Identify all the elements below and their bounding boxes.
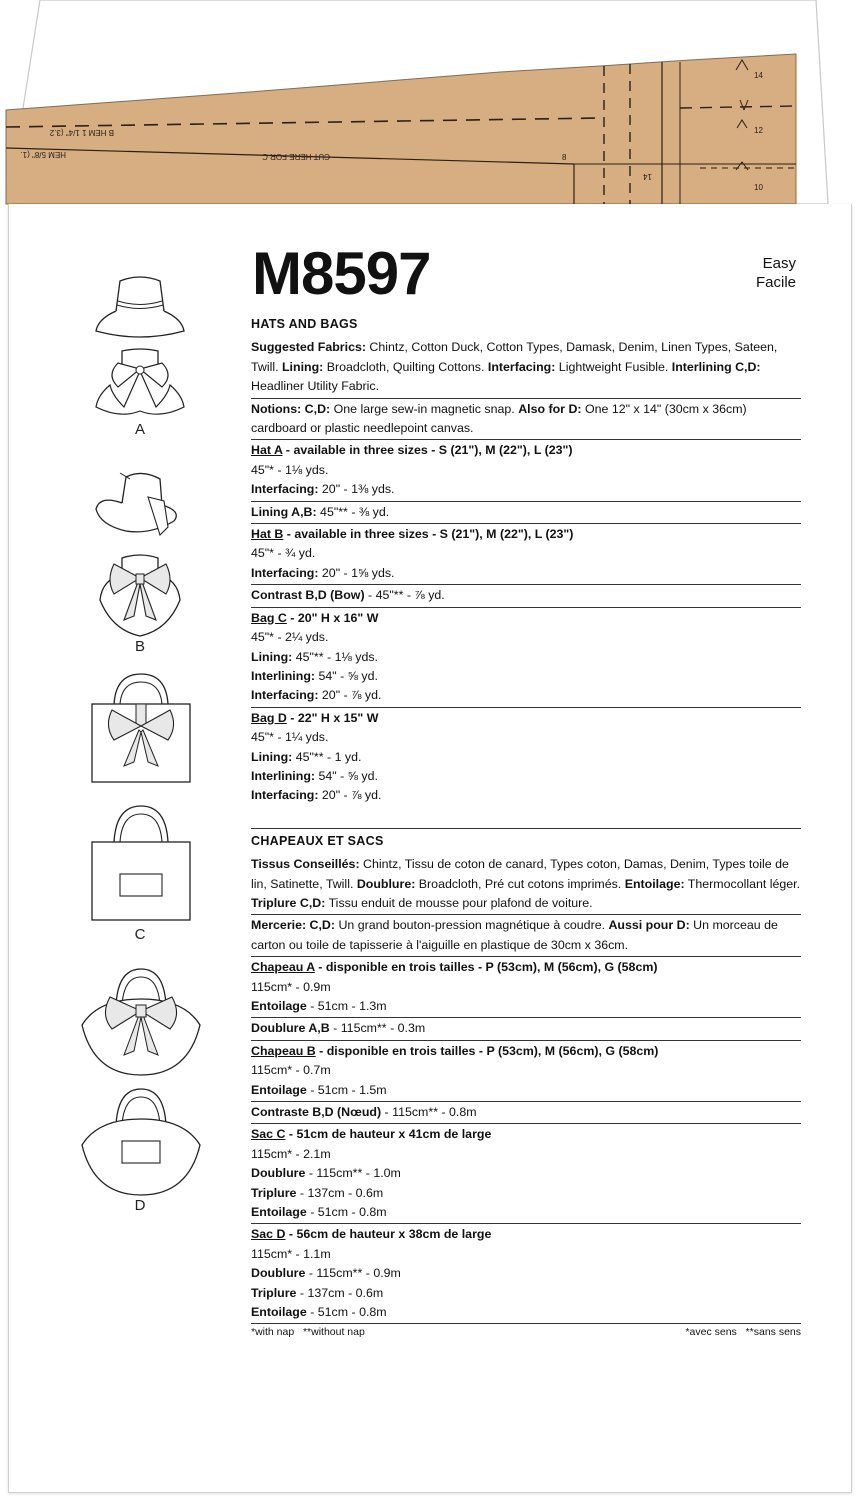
english-lining-ab xyxy=(251,502,801,524)
section-divider xyxy=(251,807,801,829)
english-suggested-fabrics xyxy=(251,337,801,398)
tissue-number-12: 12 xyxy=(754,126,763,135)
fr-hat-b-desc: - disponible en trois tailles - P (53cm), M (56cm), G (58cm) xyxy=(315,1043,659,1058)
fabrics-label: Suggested Fabrics: xyxy=(251,340,366,355)
french-hat-b xyxy=(251,1041,801,1102)
fr-bag-d-desc: - 56cm de hauteur x 38cm de large xyxy=(285,1227,492,1242)
view-d-bag-bow-illustration xyxy=(78,965,204,1080)
view-a-hat-back-illustration xyxy=(90,345,190,425)
tissue-number-14b: 14 xyxy=(754,71,763,80)
english-bag-c xyxy=(251,608,801,708)
difficulty-rating xyxy=(720,254,796,292)
english-bag-d xyxy=(251,708,801,807)
bag-d-interlining-text: 54" - ⅝ yd. xyxy=(315,768,378,783)
view-b-hat-bow-illustration xyxy=(92,550,188,640)
hat-a-interfacing-label: Interfacing: xyxy=(251,482,319,497)
notions-text: One large sew-in magnetic snap. xyxy=(330,401,519,416)
french-hat-a xyxy=(251,957,801,1018)
fr-interfacing-label: Entoilage: xyxy=(624,876,685,891)
fr-notions-text: Un grand bouton-pression magnétique à coudre. xyxy=(335,918,609,933)
fr-lining-text: Broadcloth, Pré cut cotons imprimés. xyxy=(415,876,625,891)
footnotes xyxy=(251,1323,801,1338)
bag-d-interfacing-label: Interfacing: xyxy=(251,788,319,803)
fr-bag-d-interfacing-label: Entoilage xyxy=(251,1305,307,1320)
bag-c-lining-label: Lining: xyxy=(251,649,293,664)
view-c-bag-bow-illustration xyxy=(86,670,196,785)
fr-bag-d-interlining-text: - 137cm - 0.6m xyxy=(296,1285,384,1300)
english-hat-a xyxy=(251,440,801,501)
fr-bag-d-lining-label: Doublure xyxy=(251,1266,306,1281)
lining-label: Lining: xyxy=(281,359,324,374)
fr-bag-c-interlining-label: Triplure xyxy=(251,1185,297,1200)
tissue-hem-small: HEM 5/8" (1. xyxy=(20,150,66,159)
fr-bag-c-interlining-text: - 137cm - 0.6m xyxy=(296,1185,384,1200)
footnote-english: *with nap **without nap xyxy=(251,1326,365,1338)
bag-d-name: Bag D xyxy=(251,710,287,725)
footnote-french: *avec sens **sans sens xyxy=(685,1326,801,1338)
view-c-label: C xyxy=(134,926,146,943)
view-c-bag-illustration xyxy=(86,800,196,925)
bag-d-interfacing-text: 20" - ⅞ yd. xyxy=(318,788,382,803)
fr-fabrics-text: Chintz, Tissu de coton de canard, Types coton, Damas, Denim, Types toile de lin, Satinette, Twill. xyxy=(251,857,789,891)
lining-ab-text: 45"** - ⅜ yd. xyxy=(316,504,390,519)
view-d-bag-illustration xyxy=(78,1085,204,1200)
hat-a-desc: - available in three sizes - S (21"), M (22"), L (23") xyxy=(282,443,573,458)
bag-c-interlining-label: Interlining: xyxy=(251,668,316,683)
english-section-title: HATS AND BAGS xyxy=(251,317,358,331)
english-notions xyxy=(251,399,801,441)
french-lining-ab xyxy=(251,1018,801,1040)
hat-b-name: Hat B xyxy=(251,527,284,542)
fr-bag-c-lining-label: Doublure xyxy=(251,1166,306,1181)
difficulty-french: Facile xyxy=(755,274,796,291)
fr-bag-c-fabric: 115cm* - 2.1m xyxy=(251,1146,331,1161)
hat-b-fabric: 45"* - ¾ yd. xyxy=(251,546,316,561)
french-notions xyxy=(251,915,801,957)
french-contrast xyxy=(251,1102,801,1124)
lining-ab-label: Lining A,B: xyxy=(251,504,317,519)
fr-bag-d-interlining-label: Triplure xyxy=(251,1285,297,1300)
fr-bag-d-lining-text: - 115cm** - 0.9m xyxy=(305,1266,401,1281)
notions-label: Notions: C,D: xyxy=(251,401,331,416)
french-suggested-fabrics xyxy=(251,854,801,915)
fr-notions-also-label: Aussi pour D: xyxy=(608,918,690,933)
fr-hat-a-name: Chapeau A xyxy=(251,960,315,975)
bag-c-name: Bag C xyxy=(251,610,287,625)
lining-text: Broadcloth, Quilting Cottons. xyxy=(323,359,488,374)
fr-notions-also-text: Un morceau de carton ou toile de tapisserie à l'aiguille en plastique de 30cm x 36cm. xyxy=(251,918,778,952)
fr-interlining-text: Tissu enduit de mousse pour plafond de voiture. xyxy=(325,895,593,910)
fr-bag-c-desc: - 51cm de hauteur x 41cm de large xyxy=(285,1127,492,1142)
fr-hat-b-interfacing-text: - 51cm - 1.5m xyxy=(306,1082,387,1097)
notions-also-label: Also for D: xyxy=(518,401,582,416)
fr-bag-c-lining-text: - 115cm** - 1.0m xyxy=(305,1166,401,1181)
tissue-number-10: 10 xyxy=(754,183,763,192)
contrast-text: - 45"** - ⅞ yd. xyxy=(364,588,445,603)
fr-bag-d-fabric: 115cm* - 1.1m xyxy=(251,1246,331,1261)
fr-interfacing-text: Thermocollant léger. xyxy=(684,876,801,891)
difficulty-english: Easy xyxy=(762,255,796,272)
hat-a-fabric: 45"* - 1⅛ yds. xyxy=(251,462,329,477)
fr-hat-b-name: Chapeau B xyxy=(251,1043,316,1058)
notions-also-text: One 12" x 14" (30cm x 36cm) cardboard or plastic needlepoint canvas. xyxy=(251,401,747,436)
fr-hat-a-fabric: 115cm* - 0.9m xyxy=(251,979,331,994)
fr-notions-label: Mercerie: C,D: xyxy=(251,918,336,933)
fr-lining-label: Doublure: xyxy=(356,876,416,891)
bag-c-lining-text: 45"** - 1⅛ yds. xyxy=(292,649,378,664)
view-d-label: D xyxy=(134,1197,146,1214)
fr-hat-a-interfacing-text: - 51cm - 1.3m xyxy=(306,999,387,1013)
fr-fabrics-label: Tissus Conseillés: xyxy=(251,857,360,872)
fr-contrast-text: - 115cm** - 0.8m xyxy=(381,1105,477,1120)
fr-lining-ab-label: Doublure A,B xyxy=(251,1021,330,1036)
fr-hat-a-interfacing-label: Entoilage xyxy=(251,999,307,1013)
bag-c-interfacing-text: 20" - ⅞ yd. xyxy=(318,688,382,703)
french-section-title: CHAPEAUX ET SACS xyxy=(251,833,384,848)
bag-d-lining-label: Lining: xyxy=(251,749,293,764)
fr-contrast-label: Contraste B,D (Nœud) xyxy=(251,1105,382,1120)
fr-hat-a-desc: - disponible en trois tailles - P (53cm), M (56cm), G (58cm) xyxy=(314,960,658,975)
fr-bag-d-name: Sac D xyxy=(251,1227,286,1242)
yardage-chart xyxy=(251,315,801,1324)
bag-c-interlining-text: 54" - ⅝ yd. xyxy=(315,668,378,683)
tissue-hem-b: B HEM 1 1/4" (3.2 xyxy=(49,128,114,137)
tissue-cut-here: CUT HERE FOR C xyxy=(262,152,330,161)
hat-a-interfacing-text: 20" - 1⅜ yds. xyxy=(318,482,395,497)
hat-b-interfacing-text: 20" - 1⅝ yds. xyxy=(318,565,395,580)
contrast-label: Contrast B,D (Bow) xyxy=(251,588,365,603)
fr-interlining-label: Triplure C,D: xyxy=(251,895,326,910)
fr-bag-c-interfacing-text: - 51cm - 0.8m xyxy=(306,1205,387,1220)
interfacing-text: Lightweight Fusible. xyxy=(555,359,672,374)
tissue-number-14a: 14 xyxy=(643,172,652,181)
fr-bag-c-name: Sac C xyxy=(251,1127,286,1142)
interfacing-label: Interfacing: xyxy=(487,359,556,374)
bag-d-lining-text: 45"** - 1 yd. xyxy=(292,749,362,764)
fr-lining-ab-text: - 115cm** - 0.3m xyxy=(329,1021,426,1036)
view-a-label: A xyxy=(134,421,145,438)
pattern-number: M8597 xyxy=(252,240,431,307)
french-bag-c xyxy=(251,1124,801,1224)
fr-hat-b-fabric: 115cm* - 0.7m xyxy=(251,1063,331,1078)
view-a-hat-front-illustration xyxy=(90,265,190,340)
hat-b-desc: - available in three sizes - S (21"), M (22"), L (23") xyxy=(283,527,574,542)
french-bag-d xyxy=(251,1224,801,1323)
fabrics-text: Chintz, Cotton Duck, Cotton Types, Damask, Denim, Linen Types, Sateen, Twill. xyxy=(251,340,778,374)
fr-bag-c-interfacing-label: Entoilage xyxy=(251,1205,307,1220)
english-hat-b xyxy=(251,524,801,585)
interlining-text: Headliner Utility Fabric. xyxy=(251,379,380,394)
bag-c-interfacing-label: Interfacing: xyxy=(251,688,319,703)
bag-c-fabric: 45"* - 2¼ yds. xyxy=(251,630,329,645)
bag-d-interlining-label: Interlining: xyxy=(251,768,316,783)
hat-a-name: Hat A xyxy=(251,443,283,458)
bag-c-desc: - 20" H x 16" W xyxy=(286,610,379,625)
interlining-label: Interlining C,D: xyxy=(671,359,761,374)
hat-b-interfacing-label: Interfacing: xyxy=(251,565,319,580)
view-b-hat-side-illustration xyxy=(90,465,190,550)
english-contrast xyxy=(251,585,801,607)
view-b-label: B xyxy=(134,638,145,655)
fr-bag-d-interfacing-text: - 51cm - 0.8m xyxy=(306,1305,387,1320)
bag-d-fabric: 45"* - 1¼ yds. xyxy=(251,730,329,745)
tissue-number-8: 8 xyxy=(562,153,567,162)
fr-hat-b-interfacing-label: Entoilage xyxy=(251,1082,307,1097)
bag-d-desc: - 22" H x 15" W xyxy=(286,710,379,725)
